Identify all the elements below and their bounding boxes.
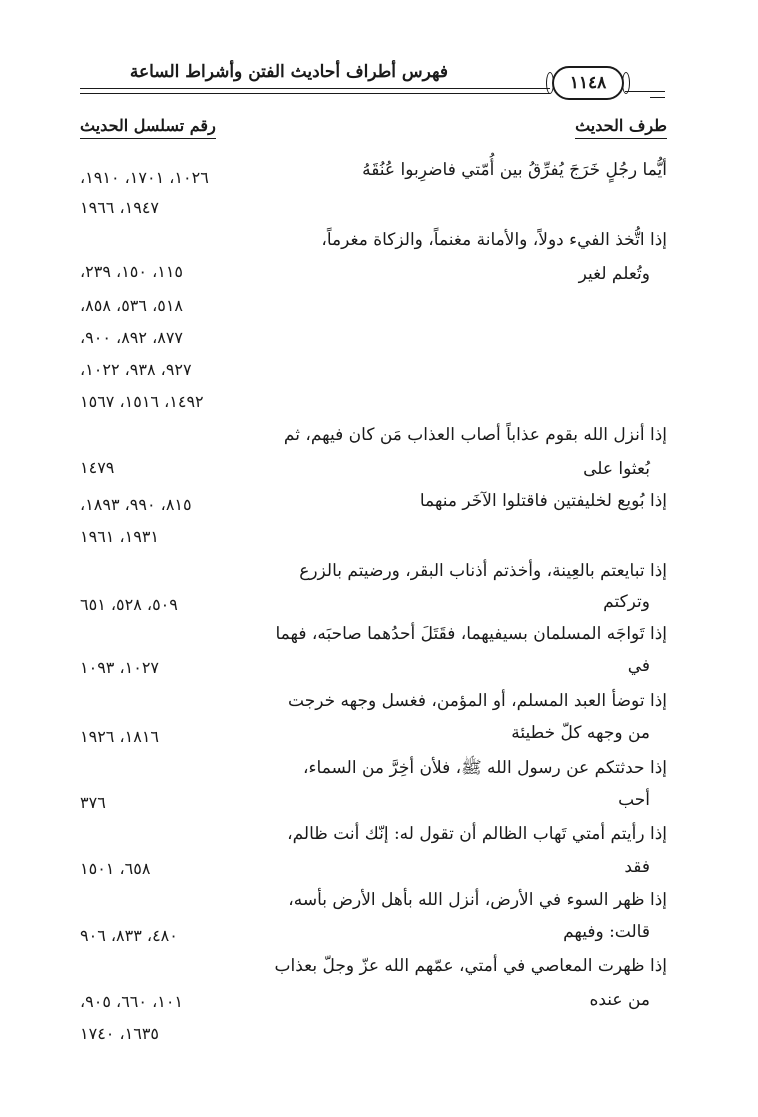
hadith-number-line: ٩٢٧، ٩٣٨، ١٠٢٢، <box>80 360 192 379</box>
hadith-text-line: إذا ظهرت المعاصي في أمتي، عمّهم الله عزّ وجلّ بعذاب <box>274 956 667 976</box>
hadith-text-line: إذا أنزل الله بقوم عذاباً أصاب العذاب مَن كان فيهم، ثم <box>283 425 667 445</box>
hadith-number-line: ٨٧٧، ٨٩٢، ٩٠٠، <box>80 328 184 347</box>
header-rule <box>80 93 550 94</box>
hadith-text-line: إذا حدثتكم عن رسول الله ﷺ، فلأن أخِرَّ من السماء، <box>303 758 667 778</box>
hadith-text-line: أيُّما رجُلٍ خَرَجَ يُفرِّقُ بين أُمّتي فاضرِبوا عُنُقَهُ <box>362 160 667 180</box>
hadith-number-line: ١٤٧٩ <box>80 458 115 477</box>
hadith-text-line: إذا ظهر السوء في الأرض، أنزل الله بأهل الأرض بأسه، <box>288 890 667 910</box>
header-rule <box>650 97 665 98</box>
hadith-text-line: قالت: وفيهم <box>563 922 650 942</box>
running-header-title: فهرس أطراف أحاديث الفتن وأشراط الساعة <box>129 62 448 82</box>
hadith-text-line: في <box>627 656 650 676</box>
hadith-number-line: ٥١٨، ٥٣٦، ٨٥٨، <box>80 296 184 315</box>
hadith-text-line: من عنده <box>589 990 650 1010</box>
hadith-text-line: إذا تَواجَه المسلمان بسيفيهما، فقَتَلَ أحدُهما صاحبَه، فهما <box>275 624 667 644</box>
hadith-text-line: إذا توضأ العبد المسلم، أو المؤمن، فغسل وجهه خرجت <box>288 691 667 711</box>
header-rule <box>80 88 550 89</box>
hadith-number-line: ٦٥٨، ١٥٠١ <box>80 859 151 878</box>
hadith-text-line: من وجهه كلّ خطيئة <box>511 723 650 743</box>
hadith-number-line: ١١٥، ١٥٠، ٢٣٩، <box>80 262 184 281</box>
hadith-text-line: إذا بُويع لخليفتين فاقتلوا الآخَر منهما <box>419 491 667 511</box>
hadith-text-line: إذا تبايعتم بالعِينة، وأخذتم أذناب البقر، ورضيتم بالزرع <box>299 561 667 581</box>
hadith-number-line: ٥٠٩، ٥٢٨، ٦٥١ <box>80 595 178 614</box>
hadith-text-line: بُعثوا على <box>583 459 650 479</box>
header-rule <box>625 91 665 92</box>
hadith-text-line: إذا اتُّخذ الفيء دولاً، والأمانة مغنماً، والزكاة مغرماً، <box>321 230 667 250</box>
hadith-number-line: ١٠٢٧، ١٠٩٣ <box>80 658 159 677</box>
hadith-number-line: ١٠١، ٦٦٠، ٩٠٥، <box>80 992 184 1011</box>
hadith-number-line: ٨١٥، ٩٩٠، ١٨٩٣، <box>80 495 192 514</box>
hadith-text-line: إذا رأيتم أمتي تَهاب الظالم أن تقول له: إنّك أنت ظالم، <box>287 824 667 844</box>
hadith-text-line: أحب <box>618 790 650 810</box>
hadith-number-line: ٤٨٠، ٨٣٣، ٩٠٦ <box>80 926 178 945</box>
page-number: ١١٤٨ <box>569 73 607 93</box>
hadith-number-column-heading: رقم تسلسل الحديث <box>80 116 216 139</box>
hadith-number-line: ٣٧٦ <box>80 793 106 812</box>
hadith-text-column-heading: طرف الحديث <box>575 116 667 139</box>
hadith-number-line: ١٩٤٧، ١٩٦٦ <box>80 198 159 217</box>
hadith-text-line: وتُعلم لغير <box>578 264 650 284</box>
hadith-number-line: ١٠٢٦، ١٧٠١، ١٩١٠، <box>80 168 209 187</box>
page-number-frame <box>552 66 624 100</box>
hadith-number-line: ١٤٩٢، ١٥١٦، ١٥٦٧ <box>80 392 204 411</box>
hadith-number-line: ١٩٣١، ١٩٦١ <box>80 527 159 546</box>
hadith-number-line: ١٦٣٥، ١٧٤٠ <box>80 1024 159 1043</box>
hadith-number-line: ١٨١٦، ١٩٢٦ <box>80 727 159 746</box>
hadith-text-line: فقد <box>624 857 650 877</box>
hadith-text-line: وتركتم <box>603 592 650 612</box>
